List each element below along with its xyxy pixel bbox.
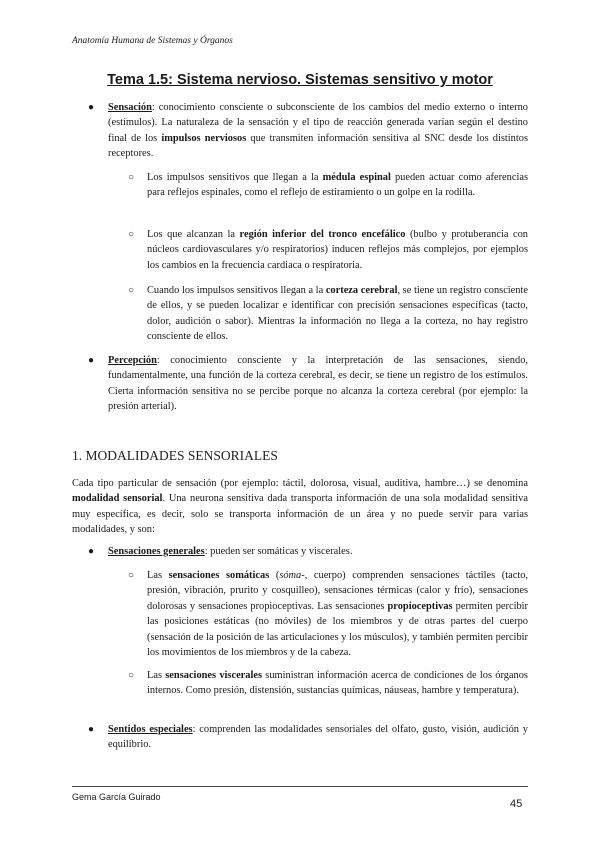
sub-bullet-icon: ○ [128, 229, 135, 240]
bullet-percepcion: Percepción: conocimiento consciente y la interpretación de las sensaciones, siendo, fundamentalmente, una función de la corteza cerebral, es decir, se tiene un registro de los estímulos. Cierta información sensitiva no se percibe porque no alcanza la corteza cerebral (por ejemplo: la presión arterial). [108, 355, 528, 413]
sub-bullet-somaticas: Las sensaciones somáticas (sóma-, cuerpo) comprenden sensaciones táctiles (tacto, presión, vibración, prurito y cosquilleo), sensaciones térmicas (calor y frío), sensaciones dolorosas y sensaciones propioceptivas. Las sensaciones propioceptivas permiten percibir las posiciones estáticas (no móviles) de los miembros y de otras partes del cuerpo (sensación de la posición de las articulaciones y los músculos), y también permiten percibir los movimientos de los miembros y de la cabeza. [147, 570, 529, 659]
sub-bullet-icon: ○ [128, 670, 135, 681]
sub-bullet-icon: ○ [128, 285, 135, 296]
footer-author: Gema García Guirado [72, 792, 161, 802]
sub-bullet-medula: Los impulsos sensitivos que llegan a la médula espinal pueden actuar como aferencias para reflejos espinales, como el reflejo de estiramiento o un golpe en la rodilla. [147, 172, 528, 199]
bullet-icon: ● [88, 355, 95, 366]
running-header: Anatomía Humana de Sistemas y Órganos [72, 36, 233, 46]
sub-bullet-tronco: Los que alcanzan la región inferior del tronco encefálico (bulbo y protuberancia con núcleos cardiovasculares y/o respiratorios) inducen reflejos más complejos, por ejemplos los cambios en la frecuencia cardiaca o respiratoria. [147, 229, 528, 271]
sub-bullet-corteza: Cuando los impulsos sensitivos llegan a la corteza cerebral, se tiene un registro consciente de ellos, y se pueden localizar e identificar con precisión sensaciones específicas (tacto, dolor, audición o sabor). Mientras la información no llega a la corteza, no hay registro consciente de ellos. [147, 285, 528, 343]
bullet-icon: ● [88, 546, 95, 557]
bullet-sensaciones-generales: Sensaciones generales: pueden ser somáticas y viscerales. [108, 546, 353, 557]
section-heading: 1. MODALIDADES SENSORIALES [72, 448, 278, 463]
page-title: Tema 1.5: Sistema nervioso. Sistemas sensitivo y motor [107, 72, 493, 88]
sub-bullet-icon: ○ [128, 172, 135, 183]
sub-bullet-icon: ○ [128, 570, 135, 581]
bullet-icon: ● [88, 724, 95, 735]
bullet-sentidos-especiales: Sentidos especiales: comprenden las modalidades sensoriales del olfato, gusto, visión, audición y equilibrio. [108, 724, 528, 751]
page-number: 45 [510, 798, 523, 810]
intro-paragraph: Cada tipo particular de sensación (por ejemplo: táctil, dolorosa, visual, auditiva, hambre…) se denomina modalidad sensorial. Una neurona sensitiva dada transporta información de una sola modalidad sensitiva muy específica, es decir, solo se transporta información de un área y no puede servir para varias modalidades, y son: [72, 478, 528, 536]
bullet-sensacion: Sensación: conocimiento consciente o subconsciente de los cambios del medio externo o interno (estímulos). La naturaleza de la sensación y el tipo de reacción generada varían según el destino final de los impulsos nerviosos que transmiten información sensitiva al SNC desde los distintos receptores. [108, 102, 528, 160]
footer-divider [72, 786, 528, 787]
sub-bullet-viscerales: Las sensaciones viscerales suministran información acerca de condiciones de los órganos internos. Como presión, distensión, sustancias químicas, náuseas, hambre y temperatura). [147, 670, 528, 697]
bullet-icon: ● [88, 102, 95, 113]
